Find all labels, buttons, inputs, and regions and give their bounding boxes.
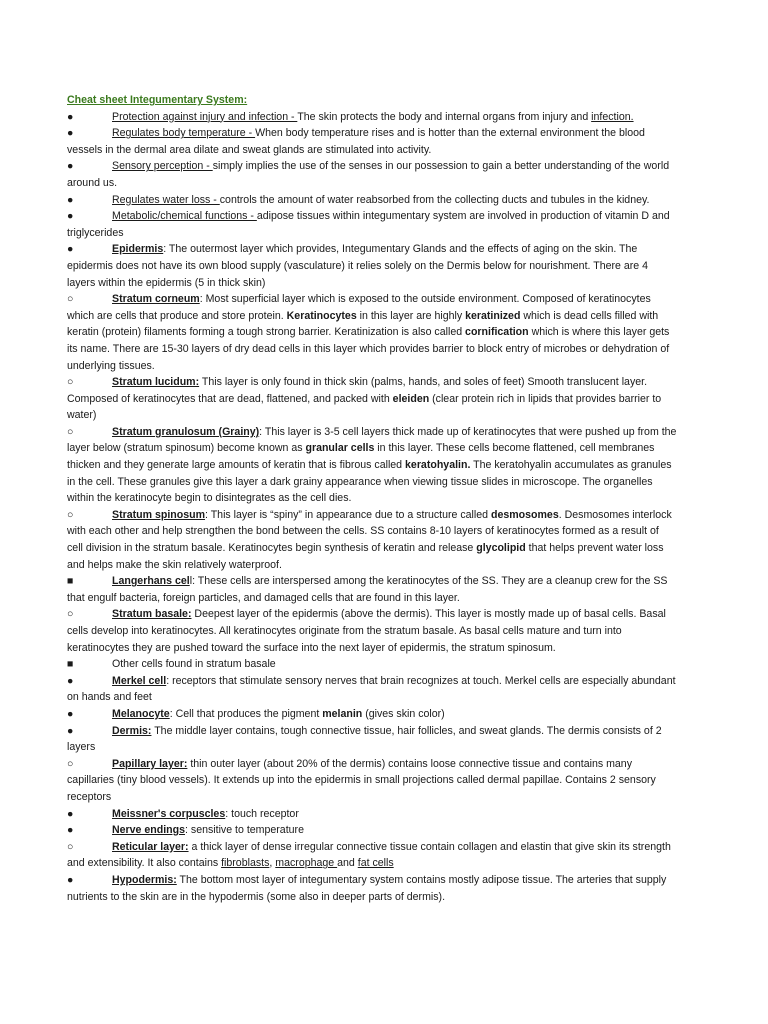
underlined-text: Regulates water loss - (112, 193, 220, 206)
list-item (67, 673, 677, 706)
body-text: , (269, 857, 276, 870)
bullet-marker: ● (67, 873, 74, 886)
bullet-marker: ● (67, 243, 74, 256)
body-text: This layer is only found in thick skin (palms, hands, and soles of feet) Smooth translucent layer. Composed of keratinocytes that are dead, flattened, and packed with (67, 376, 648, 405)
key-term: Keratinocytes (286, 309, 357, 322)
list-item (67, 806, 677, 823)
key-term: cornification (465, 326, 529, 339)
underlined-text: Sensory perception - (112, 160, 213, 173)
list-item (67, 241, 677, 291)
underlined-text: Metabolic/chemical functions - (112, 210, 257, 223)
bullet-marker: ■ (67, 658, 74, 671)
bullet-marker: ■ (67, 575, 74, 588)
body-text: The skin protects the body and internal organs from injury and (297, 110, 592, 123)
list-item (67, 606, 677, 656)
key-term: glycolipid (476, 542, 526, 555)
body-text: : Most superficial layer which is exposed to the outside environment. Composed of keratinocytes which are cells that produce and store protein. (67, 293, 651, 322)
list-item (67, 291, 677, 374)
key-term: keratinized (465, 309, 521, 322)
bullet-marker: ● (67, 707, 74, 720)
list-item (67, 706, 677, 723)
bullet-marker: ● (67, 724, 74, 737)
underlined-text: Regulates body temperature - (112, 127, 256, 140)
body-text: When body temperature rises and is hotter than the external environment the blood vessels in the dermal area dilate and sweat glands are stimulated into activity. (67, 127, 645, 156)
body-text: Other cells found in stratum basale (112, 658, 276, 671)
term-heading: Nerve endings (112, 824, 186, 837)
list-item (67, 723, 677, 756)
list-item (67, 872, 677, 905)
list-item (67, 158, 677, 191)
bullet-marker: ● (67, 127, 74, 140)
bullet-list (67, 109, 677, 906)
body-text: in this layer are highly (356, 309, 466, 322)
document-title: Cheat sheet Integumentary System: (67, 94, 248, 106)
list-item (67, 109, 677, 126)
bullet-marker: ○ (67, 608, 74, 621)
body-text: : touch receptor (225, 807, 299, 820)
body-text: in this layer. These cells become flattened, cell membranes thicken and they generate large amounts of keratin that is fibrous called (67, 442, 655, 472)
body-text: l: These cells are interspersed among the keratinocytes of the SS. They are a cleanup crew for the SS that engulf bacteria, foreign particles, and damaged cells that are found in this layer. (67, 575, 668, 604)
term-heading: Dermis: (112, 724, 152, 737)
term-heading: Stratum lucidum: (112, 376, 200, 389)
bullet-marker: ○ (67, 757, 74, 770)
bullet-marker: ○ (67, 293, 74, 306)
term-heading: Reticular layer: (112, 840, 189, 853)
underlined-text: fibroblasts (221, 857, 270, 870)
bullet-marker: ● (67, 210, 74, 223)
key-term: keratohyalin. (405, 459, 471, 472)
bullet-marker: ● (67, 824, 74, 837)
body-text: : sensitive to temperature (185, 824, 304, 837)
term-heading: Epidermis (112, 243, 164, 256)
body-text: simply implies the use of the senses in our possession to gain a better understanding of the world around us. (67, 160, 670, 189)
body-text: : Cell that produces the pigment (169, 707, 323, 720)
key-term: granular cells (305, 442, 375, 455)
term-heading: Meissner's corpuscles (112, 807, 226, 820)
body-text: adipose tissues within integumentary system are involved in production of vitamin D and triglycerides (67, 210, 670, 239)
term-heading: Hypodermis: (112, 873, 177, 886)
key-term: desmosomes (491, 508, 559, 521)
bullet-marker: ● (67, 674, 74, 687)
body-text: Deepest layer of the epidermis (above the dermis). This layer is mostly made up of basal cells. Basal cells develop into keratinocytes. All keratinocytes originate from the stratum basale. As basal cells mature and turn into keratinocytes they are pushed toward the surface into the next layer of epidermis, the stratum spinosum. (67, 608, 666, 654)
term-heading: Stratum corneum (112, 293, 200, 306)
list-item (67, 424, 677, 507)
list-item (67, 192, 677, 209)
key-term: melanin (322, 707, 363, 720)
body-text: thin outer layer (about 20% of the dermis) contains loose connective tissue and contains many capillaries (tiny blood vessels). It extends up into the epidermis in small projections called dermal papillae. Contains 2 sensory receptors (67, 757, 656, 803)
bullet-marker: ● (67, 193, 74, 206)
bullet-marker: ● (67, 160, 74, 173)
key-term: eleiden (392, 392, 430, 405)
list-item (67, 507, 677, 573)
underlined-text: infection. (591, 110, 634, 123)
list-item (67, 374, 677, 424)
body-text: a thick layer of dense irregular connective tissue contain collagen and elastin that give skin its strength and extensibility. It also contains (67, 840, 671, 870)
body-text: and (337, 857, 358, 870)
term-heading: Merkel cell (112, 674, 167, 687)
body-text: The bottom most layer of integumentary system contains mostly adipose tissue. The arteries that supply nutrients to the skin are in the hypodermis (some also in deeper parts of dermis). (67, 873, 667, 903)
bullet-marker: ○ (67, 376, 74, 389)
bullet-marker: ○ (67, 840, 74, 853)
term-heading: Stratum granulosum (Grainy) (112, 425, 260, 438)
list-item (67, 839, 677, 872)
list-item (67, 822, 677, 839)
body-text: (clear protein rich in lipids that provides barrier to water) (67, 392, 662, 422)
body-text: which is dead cells filled with keratin (protein) filaments forming a tough strong barrier. Keratinization is also called (67, 309, 659, 339)
body-text: that helps prevent water loss and helps make the skin relatively waterproof. (67, 542, 664, 571)
list-item (67, 656, 677, 673)
underlined-text: Protection against injury and infection - (112, 110, 298, 123)
body-text: : This layer is “spiny” in appearance due to a structure called (205, 508, 491, 521)
term-heading: Papillary layer: (112, 757, 188, 770)
underlined-text: macrophage (275, 857, 338, 870)
term-heading: Stratum basale: (112, 608, 192, 621)
underlined-text: fat cells (357, 857, 394, 870)
body-text: controls the amount of water reabsorbed from the collecting ducts and tubules in the kidney. (219, 193, 650, 206)
bullet-marker: ● (67, 807, 74, 820)
list-item (67, 125, 677, 158)
body-text: which is where this layer gets its name. There are 15-30 layers of dry dead cells in this layer which provides barrier to block entry of microbes or dehydration of underlying tissues. (67, 326, 670, 372)
bullet-marker: ● (67, 110, 74, 123)
document-body (67, 92, 677, 905)
term-heading: Melanocyte (112, 707, 170, 720)
body-text: (gives skin color) (362, 707, 445, 720)
body-text: The keratohyalin accumulates as granules in the cell. These granules give this layer a dark grainy appearance when viewing tissue slides in microscope. The organelles within the keratinocyte begin to disintegrates as the cell dies. (67, 459, 672, 505)
list-item (67, 756, 677, 806)
body-text: The middle layer contains, tough connective tissue, hair follicles, and sweat glands. The dermis consists of 2 layers (67, 724, 662, 754)
list-item (67, 208, 677, 241)
body-text: : receptors that stimulate sensory nerves that brain recognizes at touch. Merkel cells are especially abundant on hands and feet (67, 674, 676, 704)
bullet-marker: ○ (67, 425, 74, 438)
list-item (67, 573, 677, 606)
body-text: : The outermost layer which provides, Integumentary Glands and the effects of aging on the skin. The epidermis does not have its own blood supply (vasculature) it relies solely on the Dermis below for nourishment. There are 4 layers within the epidermis (5 in thick skin) (67, 243, 648, 289)
term-heading: Stratum spinosum (112, 508, 206, 521)
bullet-marker: ○ (67, 508, 74, 521)
term-heading: Langerhans cel (112, 575, 190, 588)
body-text: . Desmosomes interlock with each other and help strengthen the bond between the cells. SS contains 8-10 layers of keratinocytes formed as a result of cell division in the stratum basale. Keratinocytes begin synthesis of keratin and release (67, 508, 672, 555)
body-text: : This layer is 3-5 cell layers thick made up of keratinocytes that were pushed up from the layer below (stratum spinosum) become known as (67, 425, 677, 455)
